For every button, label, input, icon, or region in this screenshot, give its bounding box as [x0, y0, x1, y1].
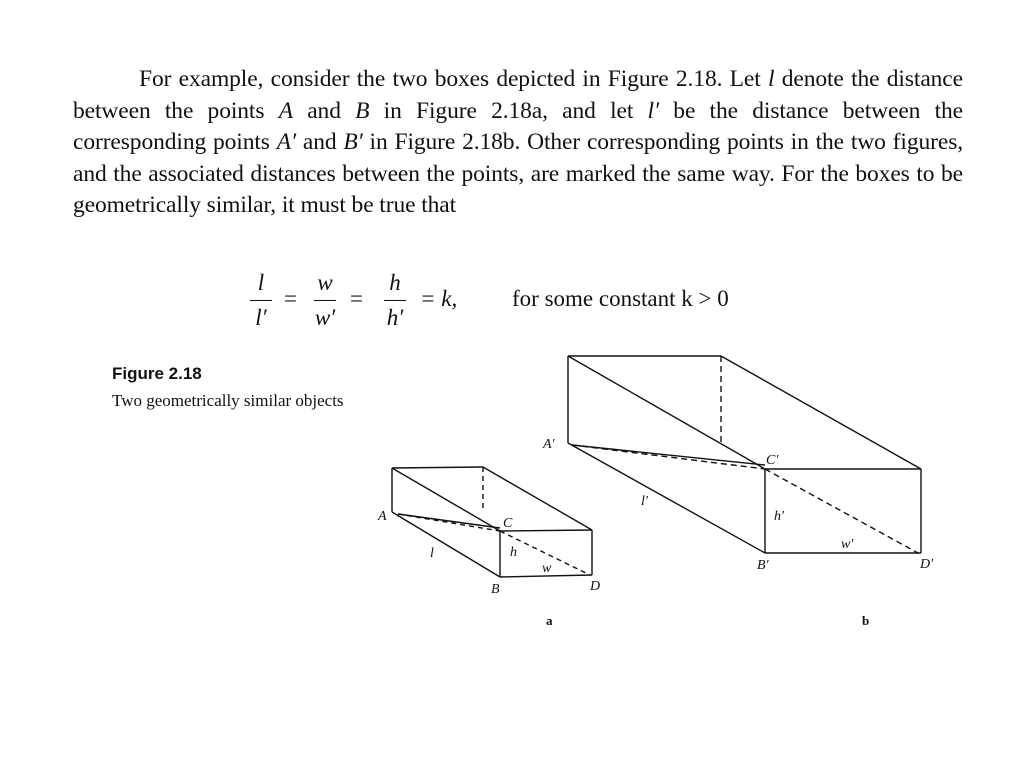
sublabel-a: a — [546, 613, 553, 628]
edge — [483, 467, 592, 530]
label-l: l — [430, 546, 434, 561]
label-h-prime: h′ — [774, 509, 785, 524]
figure-caption: Two geometrically similar objects — [112, 391, 344, 410]
label-a: A — [378, 509, 387, 524]
denominator: w′ — [314, 305, 336, 330]
text-run: be the distance between the corresponding points — [73, 97, 963, 155]
label-b-prime: B′ — [757, 558, 769, 573]
var-b: B — [355, 97, 370, 124]
label-d-prime: D′ — [920, 557, 934, 572]
label-w-prime: w′ — [841, 537, 854, 552]
text-run: in Figure 2.18a, and let — [369, 97, 648, 124]
label-c-prime: C′ — [766, 453, 779, 468]
figure-title: Figure 2.18 — [112, 364, 202, 383]
label-c: C — [503, 516, 513, 531]
numerator: w — [317, 270, 333, 295]
var-l: l — [767, 66, 775, 92]
equals-sign: = — [350, 286, 363, 311]
var-a: A — [278, 97, 293, 124]
text-run: and — [296, 129, 344, 155]
equals-sign: = — [284, 286, 297, 311]
text-run: denote the distance between the points — [73, 66, 963, 124]
label-l-prime: l′ — [641, 494, 648, 509]
text-run: and — [292, 97, 356, 124]
large-box — [568, 356, 921, 553]
edge — [568, 443, 765, 553]
sublabel-b: b — [862, 613, 870, 628]
edge — [721, 356, 921, 469]
numerator: h — [389, 270, 401, 295]
edge — [392, 467, 483, 468]
denominator: h′ — [386, 305, 404, 330]
text-run: For example, consider the two boxes depicted in Figure 2.18. Let — [139, 66, 768, 92]
edge — [500, 530, 592, 531]
edge — [568, 356, 765, 469]
label-w: w — [542, 561, 552, 576]
label-d: D — [590, 579, 601, 594]
var-b-prime: B′ — [343, 129, 363, 155]
equals-k: = k, — [420, 286, 458, 311]
denominator: l′ — [255, 305, 267, 330]
label-b: B — [491, 582, 500, 597]
diagonal-ac-solid — [398, 514, 500, 528]
var-l-prime: l′ — [647, 97, 660, 124]
numerator: l — [257, 270, 265, 295]
label-a-prime: A′ — [543, 437, 555, 452]
label-h: h — [510, 545, 517, 560]
constant-condition: for some constant k > 0 — [512, 286, 729, 311]
text-run: in Figure 2.18b. Other corresponding points in the two figures, and the associated distances between the points, are marked the same way. For the boxes to be geometrically similar, it must be true that — [73, 129, 964, 218]
var-a-prime: A′ — [276, 129, 297, 155]
small-box — [392, 467, 592, 577]
